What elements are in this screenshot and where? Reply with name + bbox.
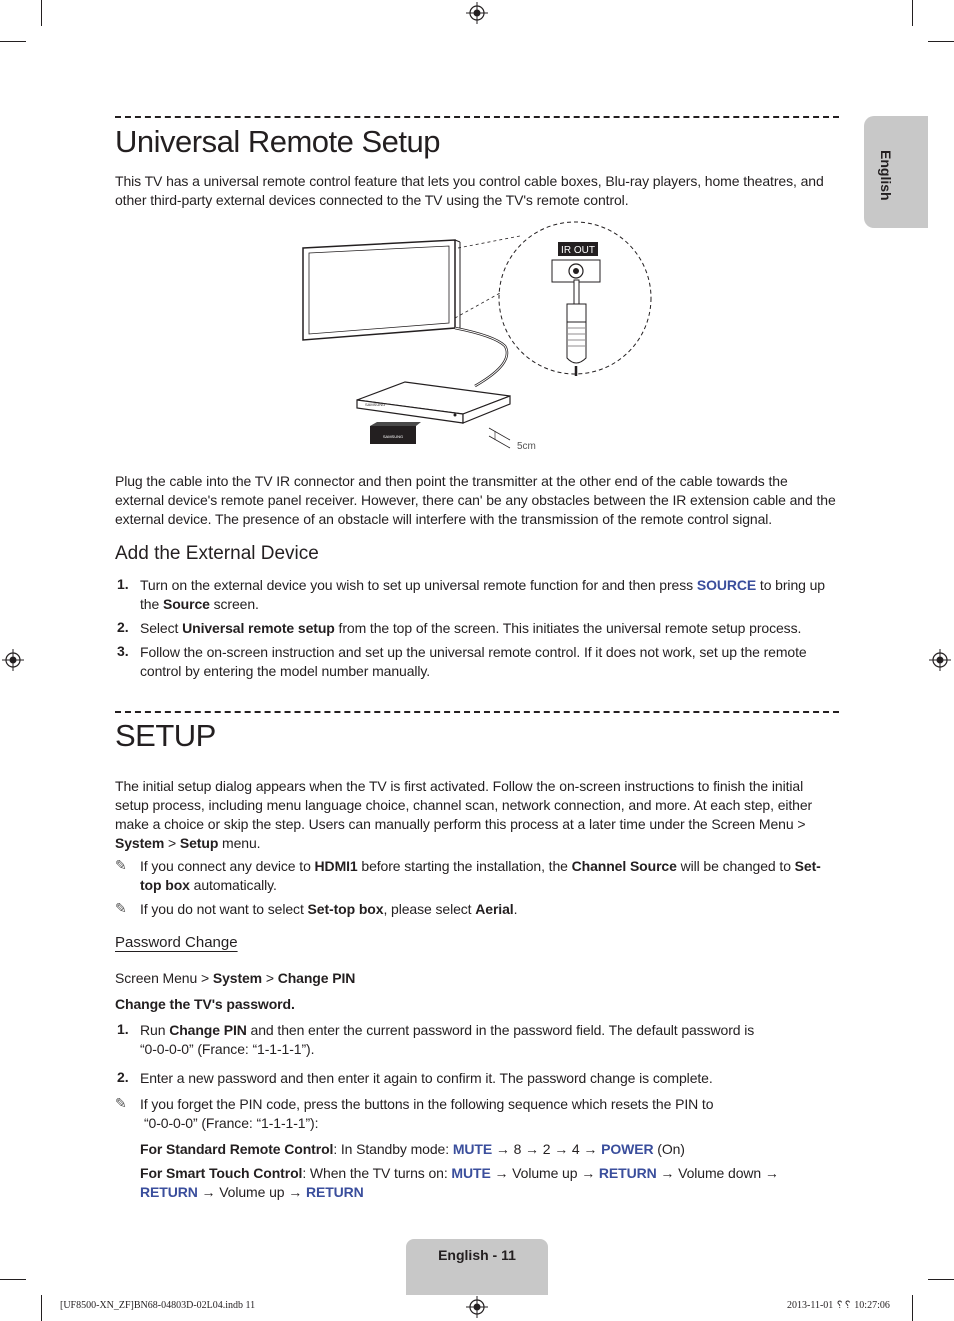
pencil-note-icon: ✎ xyxy=(115,1095,127,1111)
registration-mark-icon xyxy=(466,1296,488,1318)
note-hdmi1: If you connect any device to HDMI1 before starting the installation, the Channel Source will be changed to Set-top box automatically. xyxy=(140,858,821,893)
tv-illustration xyxy=(303,240,455,340)
section-title-setup: SETUP xyxy=(115,718,216,753)
step-number: 1. xyxy=(117,576,129,592)
crop-mark xyxy=(0,41,26,42)
svg-text:5cm: 5cm xyxy=(517,441,536,452)
section-divider xyxy=(115,116,839,118)
menu-path: Screen Menu > System > Change PIN xyxy=(115,970,356,986)
crop-mark xyxy=(0,1279,26,1280)
subheading-password-change: Password Change xyxy=(115,934,238,951)
crop-mark xyxy=(41,1295,42,1321)
crop-mark xyxy=(41,0,42,26)
intro-paragraph: This TV has a universal remote control feature that lets you control cable boxes, Blu-ray players, home theatres, and other third-party external devices connected to the TV using the TV's remote control. xyxy=(115,173,824,208)
crop-mark xyxy=(912,0,913,26)
step-1: Turn on the external device you wish to set up universal remote function for and then press SOURCE to bring up the Source screen. xyxy=(140,577,825,612)
language-tab-label: English xyxy=(878,150,894,201)
pencil-note-icon: ✎ xyxy=(115,857,127,873)
note-set-top-box: If you do not want to select Set-top box, please select Aerial. xyxy=(140,901,518,917)
step-number: 2. xyxy=(117,619,129,635)
forgot-pin-note-line1: If you forget the PIN code, press the buttons in the following sequence which resets the PIN to xyxy=(140,1096,714,1112)
plug-paragraph: Plug the cable into the TV IR connector and then point the transmitter at the other end of the cable towards the external device's remote panel receiver. However, there can' be any obstacles between the IR extension cable and the external device. The presence of an obstacle will interfere with the transmission of the remote control signal. xyxy=(115,473,836,527)
svg-text:IR OUT: IR OUT xyxy=(561,245,595,256)
ir-cable-diagram xyxy=(295,218,665,458)
step-3: Follow the on-screen instruction and set up the universal remote control. If it does not work, set up the remote control by entering the model number manually. xyxy=(140,644,807,679)
password-step-1: Run Change PIN and then enter the current password in the password field. The default password is “0-0-0-0” (France: “1-1-1-1”). xyxy=(140,1022,755,1057)
step-number: 2. xyxy=(117,1069,129,1085)
crop-mark xyxy=(928,1279,954,1280)
registration-mark-icon xyxy=(2,649,24,671)
smart-touch-sequence: For Smart Touch Control: When the TV turns on: MUTE → Volume up → RETURN → Volume down → RETURN → Volume up → RETURN xyxy=(140,1165,779,1200)
svg-text:SAMSUNG: SAMSUNG xyxy=(365,402,386,407)
svg-text:SAMSUNG: SAMSUNG xyxy=(382,434,404,439)
registration-mark-icon xyxy=(466,2,488,24)
registration-mark-icon xyxy=(929,649,951,671)
section-title-universal-remote: Universal Remote Setup xyxy=(115,124,440,159)
pencil-note-icon: ✎ xyxy=(115,900,127,916)
subheading-add-external-device: Add the External Device xyxy=(115,543,319,564)
section-divider xyxy=(115,711,839,713)
crop-mark xyxy=(912,1295,913,1321)
step-number: 1. xyxy=(117,1021,129,1037)
step-number: 3. xyxy=(117,643,129,659)
forgot-pin-note-line2: “0-0-0-0” (France: “1-1-1-1”): xyxy=(144,1115,319,1131)
standard-remote-sequence: For Standard Remote Control: In Standby mode: MUTE → 8 → 2 → 4 → POWER (On) xyxy=(140,1141,685,1157)
setup-intro-paragraph: The initial setup dialog appears when the TV is first activated. Follow the on-screen instructions to finish the initial setup process, including menu language choice, channel scan, network connection, and more. At each step, either make a choice or skip the step. Users can manually perform this process at a later time under the Screen Menu > System > Setup menu. xyxy=(115,778,813,851)
step-2: Select Universal remote setup from the top of the screen. This initiates the universal remote setup process. xyxy=(140,620,802,636)
print-footer-right: 2013-11-01 ␦␦ 10:27:06 xyxy=(787,1300,890,1311)
language-tab xyxy=(864,116,928,228)
print-footer-left: [UF8500-XN_ZF]BN68-04803D-02L04.indb 11 xyxy=(60,1300,256,1311)
crop-mark xyxy=(928,41,954,42)
password-description: Change the TV's password. xyxy=(115,996,295,1012)
password-step-2: Enter a new password and then enter it again to confirm it. The password change is complete. xyxy=(140,1070,713,1086)
page-number-label: English - 11 xyxy=(438,1247,516,1263)
